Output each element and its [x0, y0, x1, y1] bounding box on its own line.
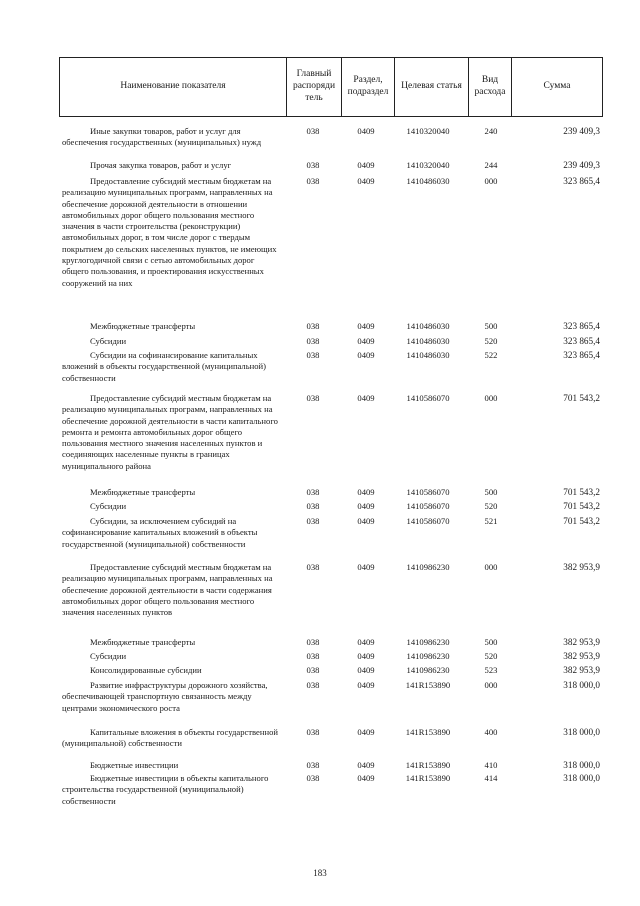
row-type: 000	[484, 393, 498, 403]
row-sum: 318 000,0	[563, 773, 600, 783]
row-section: 0409	[357, 665, 375, 675]
row-target: 1410486030	[406, 321, 450, 331]
row-type: 410	[484, 760, 498, 770]
row-section: 0409	[357, 393, 375, 403]
row-sum: 382 953,9	[563, 637, 600, 647]
header-type: Вид расхода	[474, 75, 506, 97]
row-target: 1410586070	[406, 501, 450, 511]
row-admin: 038	[306, 487, 320, 497]
row-target: 141R153890	[405, 727, 451, 737]
row-section: 0409	[357, 562, 375, 572]
row-admin: 038	[306, 773, 320, 783]
row-type: 414	[484, 773, 498, 783]
row-sum: 318 000,0	[563, 680, 600, 690]
row-name: Субсидии	[90, 336, 127, 346]
row-sum: 239 409,3	[563, 126, 600, 136]
table-header	[59, 57, 603, 117]
row-admin: 038	[306, 727, 320, 737]
row-type: 500	[484, 487, 498, 497]
row-admin: 038	[306, 760, 320, 770]
row-sum: 701 543,2	[563, 393, 600, 403]
row-name: Капитальные вложения в объекты государственной (муниципальной) собственности	[62, 727, 278, 749]
row-target: 1410986230	[406, 637, 450, 647]
row-name: Субсидии на софинансирование капитальных вложений в объекты государственной (муниципальной) собственности	[62, 350, 266, 383]
row-section: 0409	[357, 727, 375, 737]
row-admin: 038	[306, 680, 320, 690]
row-type: 000	[484, 562, 498, 572]
row-section: 0409	[357, 321, 375, 331]
header-sum: Сумма	[543, 81, 571, 92]
row-admin: 038	[306, 651, 320, 661]
row-sum: 323 865,4	[563, 350, 600, 360]
row-target: 141R153890	[405, 760, 451, 770]
header-section: Раздел, подраздел	[347, 75, 389, 97]
row-sum: 318 000,0	[563, 760, 600, 770]
row-type: 500	[484, 321, 498, 331]
header-admin: Главный распоряди тель	[292, 69, 336, 103]
row-type: 000	[484, 176, 498, 186]
row-section: 0409	[357, 176, 375, 186]
header-target: Целевая статья	[401, 81, 462, 92]
row-sum: 701 543,2	[563, 487, 600, 497]
row-admin: 038	[306, 501, 320, 511]
row-type: 400	[484, 727, 498, 737]
row-name: Межбюджетные трансферты	[90, 637, 196, 647]
row-section: 0409	[357, 350, 375, 360]
row-admin: 038	[306, 350, 320, 360]
row-sum: 323 865,4	[563, 336, 600, 346]
row-target: 1410486030	[406, 350, 450, 360]
row-target: 1410486030	[406, 176, 450, 186]
row-sum: 701 543,2	[563, 501, 600, 511]
row-name: Предоставление субсидий местным бюджетам на реализацию муниципальных программ, направленных на обеспечение дорожной деятельности в отношении автомобильных дорог общего пользования местного значения в части строительства (реконструкции) автомобильных дорог, в том числе дорог с твердым покрытием до сельских населенных пунктов, не имеющих круглогодичной связи с сетью автомобильных дорог общего пользования, и проектирования искусственных сооружений на них	[62, 176, 277, 288]
row-name: Прочая закупка товаров, работ и услуг	[90, 160, 232, 170]
row-name: Предоставление субсидий местным бюджетам на реализацию муниципальных программ, направленных на обеспечение дорожной деятельности в части содержания автомобильных дорог общего пользования местного значения населенных пунктов	[62, 562, 273, 618]
row-name: Консолидированные субсидии	[90, 665, 202, 675]
row-section: 0409	[357, 336, 375, 346]
row-type: 521	[484, 516, 498, 526]
row-type: 500	[484, 637, 498, 647]
row-target: 141R153890	[405, 773, 451, 783]
row-section: 0409	[357, 680, 375, 690]
row-sum: 318 000,0	[563, 727, 600, 737]
row-target: 1410320040	[406, 160, 450, 170]
row-admin: 038	[306, 393, 320, 403]
row-section: 0409	[357, 516, 375, 526]
row-type: 523	[484, 665, 498, 675]
row-admin: 038	[306, 176, 320, 186]
row-target: 1410986230	[406, 651, 450, 661]
row-sum: 239 409,3	[563, 160, 600, 170]
row-section: 0409	[357, 160, 375, 170]
row-type: 000	[484, 680, 498, 690]
row-name: Субсидии	[90, 501, 127, 511]
row-name: Предоставление субсидий местным бюджетам на реализацию муниципальных программ, направленных на обеспечение дорожной деятельности в части капитального ремонта и ремонта автомобильных дорог общего пользования местного значения населенных пунктов и соединяющих населенные пункты в границах муниципального района	[62, 393, 278, 471]
row-admin: 038	[306, 321, 320, 331]
header-name: Наименование показателя	[120, 81, 226, 92]
row-admin: 038	[306, 336, 320, 346]
row-target: 1410586070	[406, 487, 450, 497]
page-number: 183	[313, 868, 327, 878]
row-name: Развитие инфраструктуры дорожного хозяйства, обеспечивающей транспортную связанность между центрами экономического роста	[62, 680, 268, 713]
row-admin: 038	[306, 516, 320, 526]
row-type: 240	[484, 126, 498, 136]
row-sum: 323 865,4	[563, 321, 600, 331]
row-target: 1410986230	[406, 665, 450, 675]
row-type: 244	[484, 160, 498, 170]
row-section: 0409	[357, 501, 375, 511]
row-target: 1410320040	[406, 126, 450, 136]
row-section: 0409	[357, 773, 375, 783]
row-name: Бюджетные инвестиции	[90, 760, 179, 770]
row-type: 520	[484, 501, 498, 511]
row-name: Межбюджетные трансферты	[90, 487, 196, 497]
row-target: 141R153890	[405, 680, 451, 690]
row-section: 0409	[357, 651, 375, 661]
row-admin: 038	[306, 637, 320, 647]
row-name: Иные закупки товаров, работ и услуг для обеспечения государственных (муниципальных) нужд	[62, 126, 262, 148]
row-sum: 382 953,9	[563, 651, 600, 661]
row-type: 520	[484, 336, 498, 346]
row-admin: 038	[306, 126, 320, 136]
row-type: 522	[484, 350, 498, 360]
row-sum: 323 865,4	[563, 176, 600, 186]
row-name: Межбюджетные трансферты	[90, 321, 196, 331]
row-target: 1410586070	[406, 393, 450, 403]
row-name: Бюджетные инвестиции в объекты капитального строительства государственной (муниципальной) собственности	[62, 773, 269, 806]
row-target: 1410586070	[406, 516, 450, 526]
row-sum: 701 543,2	[563, 516, 600, 526]
row-admin: 038	[306, 665, 320, 675]
row-sum: 382 953,9	[563, 665, 600, 675]
row-name: Субсидии, за исключением субсидий на софинансирование капитальных вложений в объекты государственной (муниципальной) собственности	[62, 516, 258, 549]
row-admin: 038	[306, 562, 320, 572]
row-section: 0409	[357, 487, 375, 497]
row-target: 1410986230	[406, 562, 450, 572]
row-type: 520	[484, 651, 498, 661]
row-admin: 038	[306, 160, 320, 170]
row-section: 0409	[357, 760, 375, 770]
row-sum: 382 953,9	[563, 562, 600, 572]
row-section: 0409	[357, 126, 375, 136]
row-section: 0409	[357, 637, 375, 647]
row-target: 1410486030	[406, 336, 450, 346]
row-name: Субсидии	[90, 651, 127, 661]
